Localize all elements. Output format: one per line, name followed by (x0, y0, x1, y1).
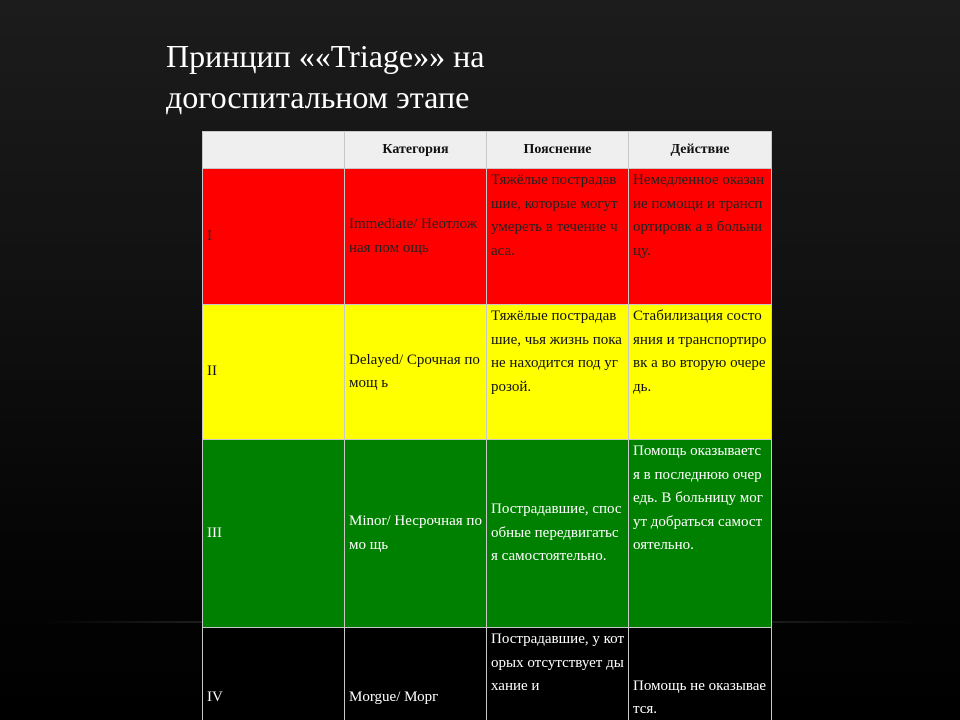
row-explanation-cell: Тяжёлые пострадавшие, которые могут умереть в течение часа. (487, 169, 629, 305)
row-id-cell: III (203, 440, 345, 628)
header-cell-category: Категория (345, 132, 487, 169)
row-category-cell: Delayed/ Срочная помощ ь (345, 305, 487, 440)
row-action-cell: Помощь не оказывается. (629, 628, 772, 720)
row-id-cell: IV (203, 628, 345, 720)
slide-title-line-1: Принцип ««Triage»» на (166, 38, 485, 74)
row-category-cell: Morgue/ Морг (345, 628, 487, 720)
slide-title-line-2: догоспитальном этапе (166, 79, 470, 115)
table-header-row (203, 132, 772, 169)
table-row (203, 628, 772, 720)
row-explanation-cell: Пострадавшие, у которых отсутствует дыхание и (487, 628, 629, 720)
table-row (203, 440, 772, 628)
slide-title (166, 36, 866, 118)
header-cell-id (203, 132, 345, 169)
row-explanation-cell: Тяжёлые пострадавшие, чья жизнь пока не находится под угрозой. (487, 305, 629, 440)
row-action-cell: Стабилизация состояния и транспортировк а во вторую очередь. (629, 305, 772, 440)
header-cell-action: Действие (629, 132, 772, 169)
row-id-cell: II (203, 305, 345, 440)
header-cell-explanation: Пояснение (487, 132, 629, 169)
table-row (203, 169, 772, 305)
row-action-cell: Немедленное оказание помощи и транспортировк а в больницу. (629, 169, 772, 305)
row-id-cell: I (203, 169, 345, 305)
row-category-cell: Minor/ Несрочная помо щь (345, 440, 487, 628)
row-category-cell: Immediate/ Неотложная пом ощь (345, 169, 487, 305)
row-action-cell: Помощь оказывается в последнюю очередь. В больницу могут добраться самостоятельно. (629, 440, 772, 628)
row-explanation-cell: Пострадавшие, способные передвигаться самостоятельно. (487, 440, 629, 628)
triage-table (202, 131, 772, 720)
table-row (203, 305, 772, 440)
